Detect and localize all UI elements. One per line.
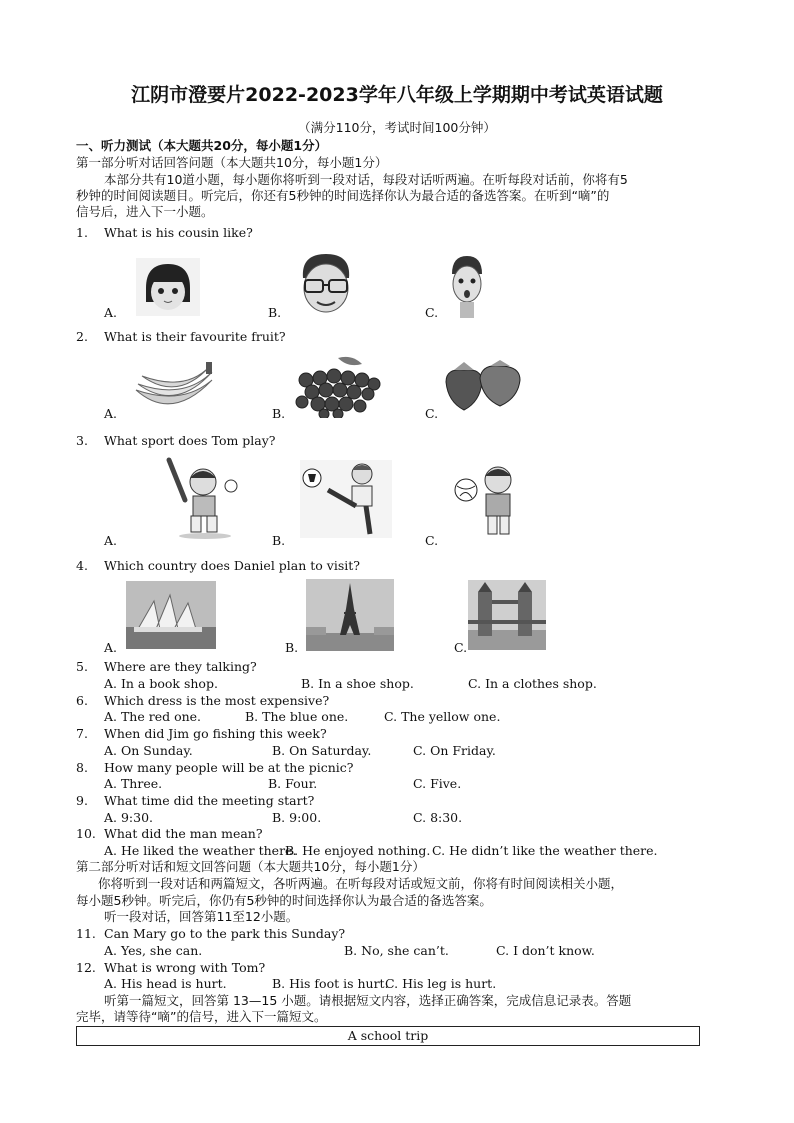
question-number: 7. bbox=[76, 726, 88, 741]
option-text: A. On Sunday. bbox=[104, 743, 193, 758]
option-text: A. The red one. bbox=[104, 709, 202, 724]
option-label: A. bbox=[104, 406, 118, 421]
soccer-player-image bbox=[300, 460, 392, 538]
part1-instruction-line: 本部分共有10道小题，每小题你将听到一段对话，每段对话听两遍。在听每段对话前，你将有5 bbox=[104, 172, 628, 187]
question-number: 11. bbox=[76, 926, 96, 941]
passage-note-line: 完毕，请等待“嘀”的信号，进入下一篇短文。 bbox=[76, 1009, 327, 1024]
sydney-opera-house-image bbox=[126, 581, 216, 649]
strawberries-image bbox=[440, 360, 524, 412]
exam-title: 江阴市澄要片2022-2023学年八年级上学期期中考试英语试题 bbox=[131, 84, 663, 106]
tower-bridge-image bbox=[468, 580, 546, 650]
grapes-image bbox=[292, 354, 382, 418]
option-label: B. bbox=[272, 406, 286, 421]
option-text: C. He didn’t like the weather there. bbox=[432, 843, 658, 858]
option-text: C. Five. bbox=[413, 776, 462, 791]
question-text: Can Mary go to the park this Sunday? bbox=[104, 926, 346, 941]
question-number: 1. bbox=[76, 225, 88, 240]
part2-heading: 第二部分听对话和短文回答问题（本大题共10分，每小题1分） bbox=[76, 859, 425, 874]
option-label: A. bbox=[104, 640, 118, 655]
option-text: C. The yellow one. bbox=[384, 709, 501, 724]
question-text: What time did the meeting start? bbox=[104, 793, 315, 808]
option-text: B. The blue one. bbox=[245, 709, 349, 724]
option-text: B. On Saturday. bbox=[272, 743, 372, 758]
option-text: C. In a clothes shop. bbox=[468, 676, 597, 691]
baseball-player-image bbox=[155, 456, 245, 540]
option-text: A. Three. bbox=[104, 776, 163, 791]
part2-instruction-line: 每小题5秒钟。听完后，你仍有5秒钟的时间选择你认为最合适的备选答案。 bbox=[76, 893, 492, 908]
option-text: A. His head is hurt. bbox=[104, 976, 227, 991]
part2-instruction-line: 你将听到一段对话和两篇短文，各听两遍。在听每段对话或短文前，你将有时间阅读相关小题， bbox=[98, 876, 624, 891]
question-number: 3. bbox=[76, 433, 88, 448]
part1-instruction-line: 信号后，进入下一小题。 bbox=[76, 204, 214, 219]
option-text: B. No, she can’t. bbox=[344, 943, 449, 958]
option-label: A. bbox=[104, 533, 118, 548]
option-label: C. bbox=[425, 533, 439, 548]
question-number: 8. bbox=[76, 760, 88, 775]
question-text: Which country does Daniel plan to visit? bbox=[104, 558, 360, 573]
option-text: C. On Friday. bbox=[413, 743, 496, 758]
option-text: B. Four. bbox=[268, 776, 318, 791]
option-text: B. He enjoyed nothing. bbox=[285, 843, 431, 858]
option-text: B. 9:00. bbox=[272, 810, 322, 825]
bananas-image bbox=[132, 360, 216, 418]
exam-subtitle: （满分110分，考试时间100分钟） bbox=[298, 120, 496, 135]
option-text: A. Yes, she can. bbox=[104, 943, 203, 958]
part1-heading: 第一部分听对话回答问题（本大题共10分，每小题1分） bbox=[76, 155, 388, 170]
option-label: C. bbox=[425, 305, 439, 320]
option-text: A. In a book shop. bbox=[104, 676, 218, 691]
question-text: What is his cousin like? bbox=[104, 225, 253, 240]
option-label: B. bbox=[285, 640, 299, 655]
option-label: C. bbox=[425, 406, 439, 421]
question-number: 9. bbox=[76, 793, 88, 808]
dialog-note: 听一段对话，回答第11至12小题。 bbox=[104, 909, 299, 924]
surprised-man-image bbox=[446, 254, 488, 318]
eiffel-tower-image bbox=[306, 579, 394, 651]
question-text: Where are they talking? bbox=[104, 659, 257, 674]
question-number: 6. bbox=[76, 693, 88, 708]
option-label: C. bbox=[454, 640, 468, 655]
question-text: How many people will be at the picnic? bbox=[104, 760, 354, 775]
info-table-header bbox=[76, 1026, 700, 1046]
option-label: B. bbox=[272, 533, 286, 548]
section-heading: 一、听力测试（本大题共20分，每小题1分） bbox=[76, 138, 328, 153]
question-number: 4. bbox=[76, 558, 88, 573]
question-text: Which dress is the most expensive? bbox=[104, 693, 330, 708]
boy-with-glasses-image bbox=[295, 250, 357, 318]
volleyball-player-image bbox=[452, 462, 532, 540]
option-text: A. He liked the weather there. bbox=[104, 843, 297, 858]
question-number: 5. bbox=[76, 659, 88, 674]
option-text: B. His foot is hurt. bbox=[272, 976, 389, 991]
question-text: What sport does Tom play? bbox=[104, 433, 276, 448]
question-number: 12. bbox=[76, 960, 96, 975]
option-text: C. His leg is hurt. bbox=[385, 976, 497, 991]
option-text: A. 9:30. bbox=[104, 810, 154, 825]
passage-note-line: 听第一篇短文，回答第 13—15 小题。请根据短文内容，选择正确答案，完成信息记录表。答题 bbox=[104, 993, 632, 1008]
option-text: C. I don’t know. bbox=[496, 943, 595, 958]
question-number: 2. bbox=[76, 329, 88, 344]
question-text: What did the man mean? bbox=[104, 826, 263, 841]
part1-instruction-line: 秒钟的时间阅读题目。听完后，你还有5秒钟的时间选择你认为最合适的备选答案。在听到“嘀”的 bbox=[76, 188, 610, 203]
table-title: A school trip bbox=[347, 1028, 429, 1043]
question-number: 10. bbox=[76, 826, 96, 841]
option-label: A. bbox=[104, 305, 118, 320]
option-text: C. 8:30. bbox=[413, 810, 463, 825]
question-text: What is their favourite fruit? bbox=[104, 329, 286, 344]
question-text: When did Jim go fishing this week? bbox=[104, 726, 327, 741]
option-text: B. In a shoe shop. bbox=[301, 676, 414, 691]
question-text: What is wrong with Tom? bbox=[104, 960, 266, 975]
option-label: B. bbox=[268, 305, 282, 320]
girl-face-image bbox=[136, 258, 200, 316]
